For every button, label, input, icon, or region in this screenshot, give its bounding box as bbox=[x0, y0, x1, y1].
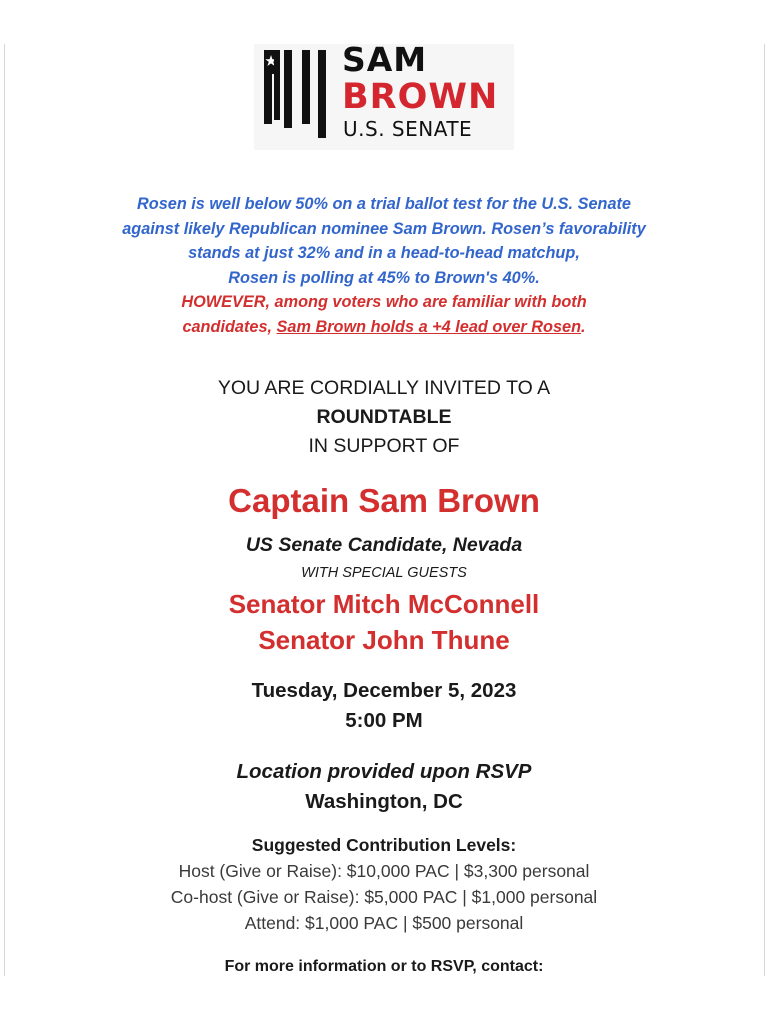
event-time: 5:00 PM bbox=[345, 709, 423, 732]
logo-text-us-senate: U.S. SENATE bbox=[343, 117, 473, 141]
contribution-cohost: Co-host (Give or Raise): $5,000 PAC | $1,000 personal bbox=[170, 887, 598, 907]
poll-line-3: stands at just 32% and in a head-to-head matchup, bbox=[188, 244, 580, 262]
guest-thune: Senator John Thune bbox=[258, 625, 510, 655]
event-city: Washington, DC bbox=[305, 790, 463, 813]
logo-text-sam: SAM bbox=[342, 40, 428, 79]
poll-line-6-suffix: . bbox=[581, 317, 586, 336]
poll-line-5: HOWEVER, among voters who are familiar with both bbox=[181, 293, 587, 311]
poll-line-6 bbox=[30, 315, 738, 340]
poll-line-4: Rosen is polling at 45% to Brown's 40%. bbox=[228, 268, 540, 287]
invite-line-3: IN SUPPORT OF bbox=[308, 435, 460, 457]
poll-line-6-prefix: candidates, bbox=[182, 317, 277, 336]
candidate-name: Captain Sam Brown bbox=[228, 482, 540, 519]
poll-line-1: Rosen is well below 50% on a trial ballot test for the U.S. Senate bbox=[137, 195, 631, 213]
poll-lead-underlined: Sam Brown holds a +4 lead over Rosen bbox=[276, 317, 582, 336]
poll-line-2: against likely Republican nominee Sam Brown. Rosen’s favorability bbox=[122, 219, 646, 238]
contribution-attend: Attend: $1,000 PAC | $500 personal bbox=[244, 913, 524, 933]
poll-summary bbox=[30, 192, 738, 339]
candidate-title: US Senate Candidate, Nevada bbox=[245, 534, 523, 556]
flag-bars-star-logo-icon bbox=[262, 44, 334, 138]
rsvp-contact: For more information or to RSVP, contact: bbox=[224, 958, 544, 975]
guest-mcconnell: Senator Mitch McConnell bbox=[228, 589, 540, 619]
invite-line-1: YOU ARE CORDIALLY INVITED TO A bbox=[217, 377, 551, 399]
event-date: Tuesday, December 5, 2023 bbox=[251, 679, 517, 702]
contribution-heading: Suggested Contribution Levels: bbox=[251, 835, 517, 855]
event-location: Location provided upon RSVP bbox=[236, 760, 532, 783]
special-guests-label: WITH SPECIAL GUESTS bbox=[301, 565, 467, 581]
invite-roundtable: ROUNDTABLE bbox=[316, 406, 452, 428]
logo-text-brown: BROWN bbox=[342, 77, 499, 117]
contribution-host: Host (Give or Raise): $10,000 PAC | $3,300 personal bbox=[178, 861, 590, 881]
